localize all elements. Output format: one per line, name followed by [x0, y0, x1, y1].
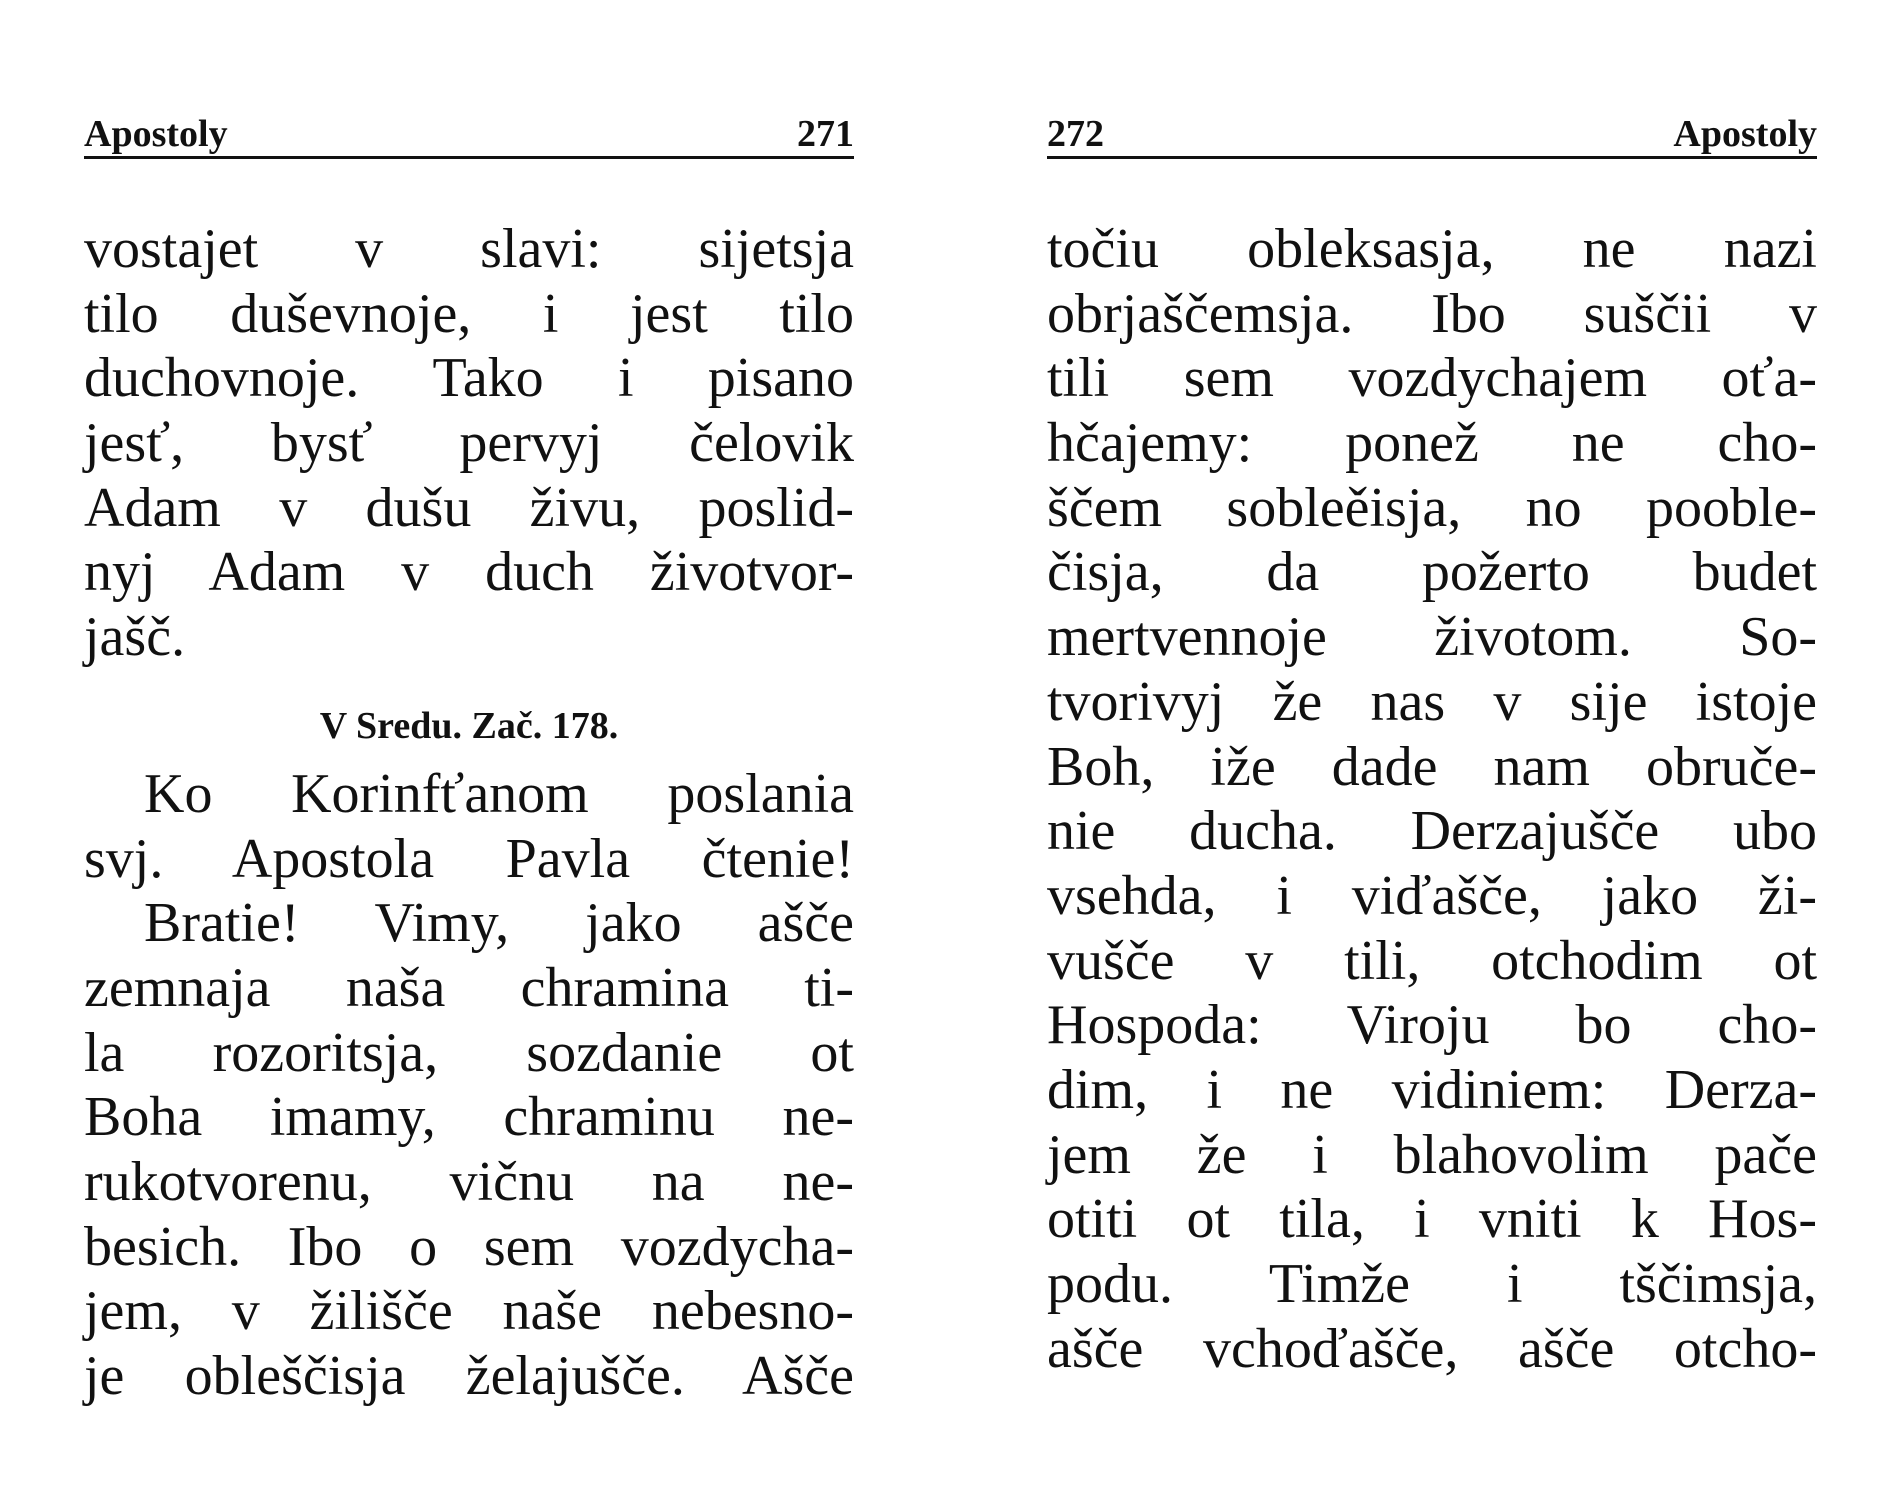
- text-line: jesť, bysť pervyj čelovik: [84, 412, 854, 475]
- text-line: jem, v žilišče naše nebesno-: [84, 1280, 854, 1343]
- text-line: Boh, iže dade nam obruče-: [1047, 735, 1817, 798]
- right-body-text: [1047, 217, 1817, 1381]
- text-line: dim, i ne vidiniem: Derza-: [1047, 1058, 1817, 1121]
- left-page-number: 271: [797, 113, 854, 155]
- right-running-title: Apostoly: [1673, 113, 1817, 155]
- text-line: obrjaščemsja. Ibo suščii v: [1047, 282, 1817, 345]
- text-line: Ko Korinfťanom poslania: [144, 762, 854, 825]
- text-line: otiti ot tila, i vniti k Hos-: [1047, 1188, 1817, 1251]
- text-line: zemnaja naša chramina ti-: [84, 956, 854, 1019]
- text-line: la rozoritsja, sozdanie ot: [84, 1021, 854, 1084]
- text-line: mertvennoje životom. So-: [1047, 606, 1817, 669]
- text-line: čisja, da požerto budet: [1047, 541, 1817, 604]
- text-line: tvorivyj že nas v sije istoje: [1047, 670, 1817, 733]
- text-line: duchovnoje. Tako i pisano: [84, 347, 854, 410]
- left-running-title: Apostoly: [84, 113, 228, 155]
- text-line: tili sem vozdychajem oťa-: [1047, 347, 1817, 410]
- right-page-number: 272: [1047, 113, 1104, 155]
- text-line: podu. Timže i tščimsja,: [1047, 1253, 1817, 1315]
- left-running-head: [84, 100, 854, 159]
- text-line: vušče v tili, otchodim ot: [1047, 929, 1817, 992]
- text-line: Bratie! Vimy, jako ašče: [144, 892, 854, 955]
- text-line: ašče vchoďašče, ašče otcho-: [1047, 1317, 1817, 1380]
- text-line: rukotvorenu, vičnu na ne-: [84, 1150, 854, 1213]
- text-line: nyj Adam v duch životvor-: [84, 541, 854, 604]
- text-line: besich. Ibo o sem vozdycha-: [84, 1215, 854, 1278]
- text-line: ščem sobleěisja, no pooble-: [1047, 476, 1817, 539]
- text-line: Boha imamy, chraminu ne-: [84, 1086, 854, 1149]
- text-line: točiu obleksasja, ne nazi: [1047, 218, 1817, 280]
- text-line: hčajemy: ponež ne cho-: [1047, 412, 1817, 475]
- right-running-head: [1047, 100, 1817, 159]
- text-line: Hospoda: Viroju bo cho-: [1047, 994, 1817, 1057]
- text-line: je obleščisja želajušče. Ašče: [84, 1345, 854, 1407]
- left-body-text: [84, 217, 854, 1409]
- left-page: [84, 100, 854, 1409]
- text-line: jem že i blahovolim pače: [1047, 1123, 1817, 1186]
- text-line: vsehda, i viďašče, jako ži-: [1047, 864, 1817, 927]
- text-line: tilo duševnoje, i jest tilo: [84, 282, 854, 345]
- right-page: [1047, 100, 1817, 1381]
- text-line: vostajet v slavi: sijetsja: [84, 218, 854, 280]
- text-line: Adam v dušu živu, poslid-: [84, 476, 854, 539]
- section-heading: V Sredu. Zač. 178.: [319, 704, 619, 747]
- text-line: svj. Apostola Pavla čtenie!: [84, 827, 854, 890]
- text-line: nie ducha. Derzajušče ubo: [1047, 800, 1817, 863]
- text-line: jašč.: [84, 606, 186, 669]
